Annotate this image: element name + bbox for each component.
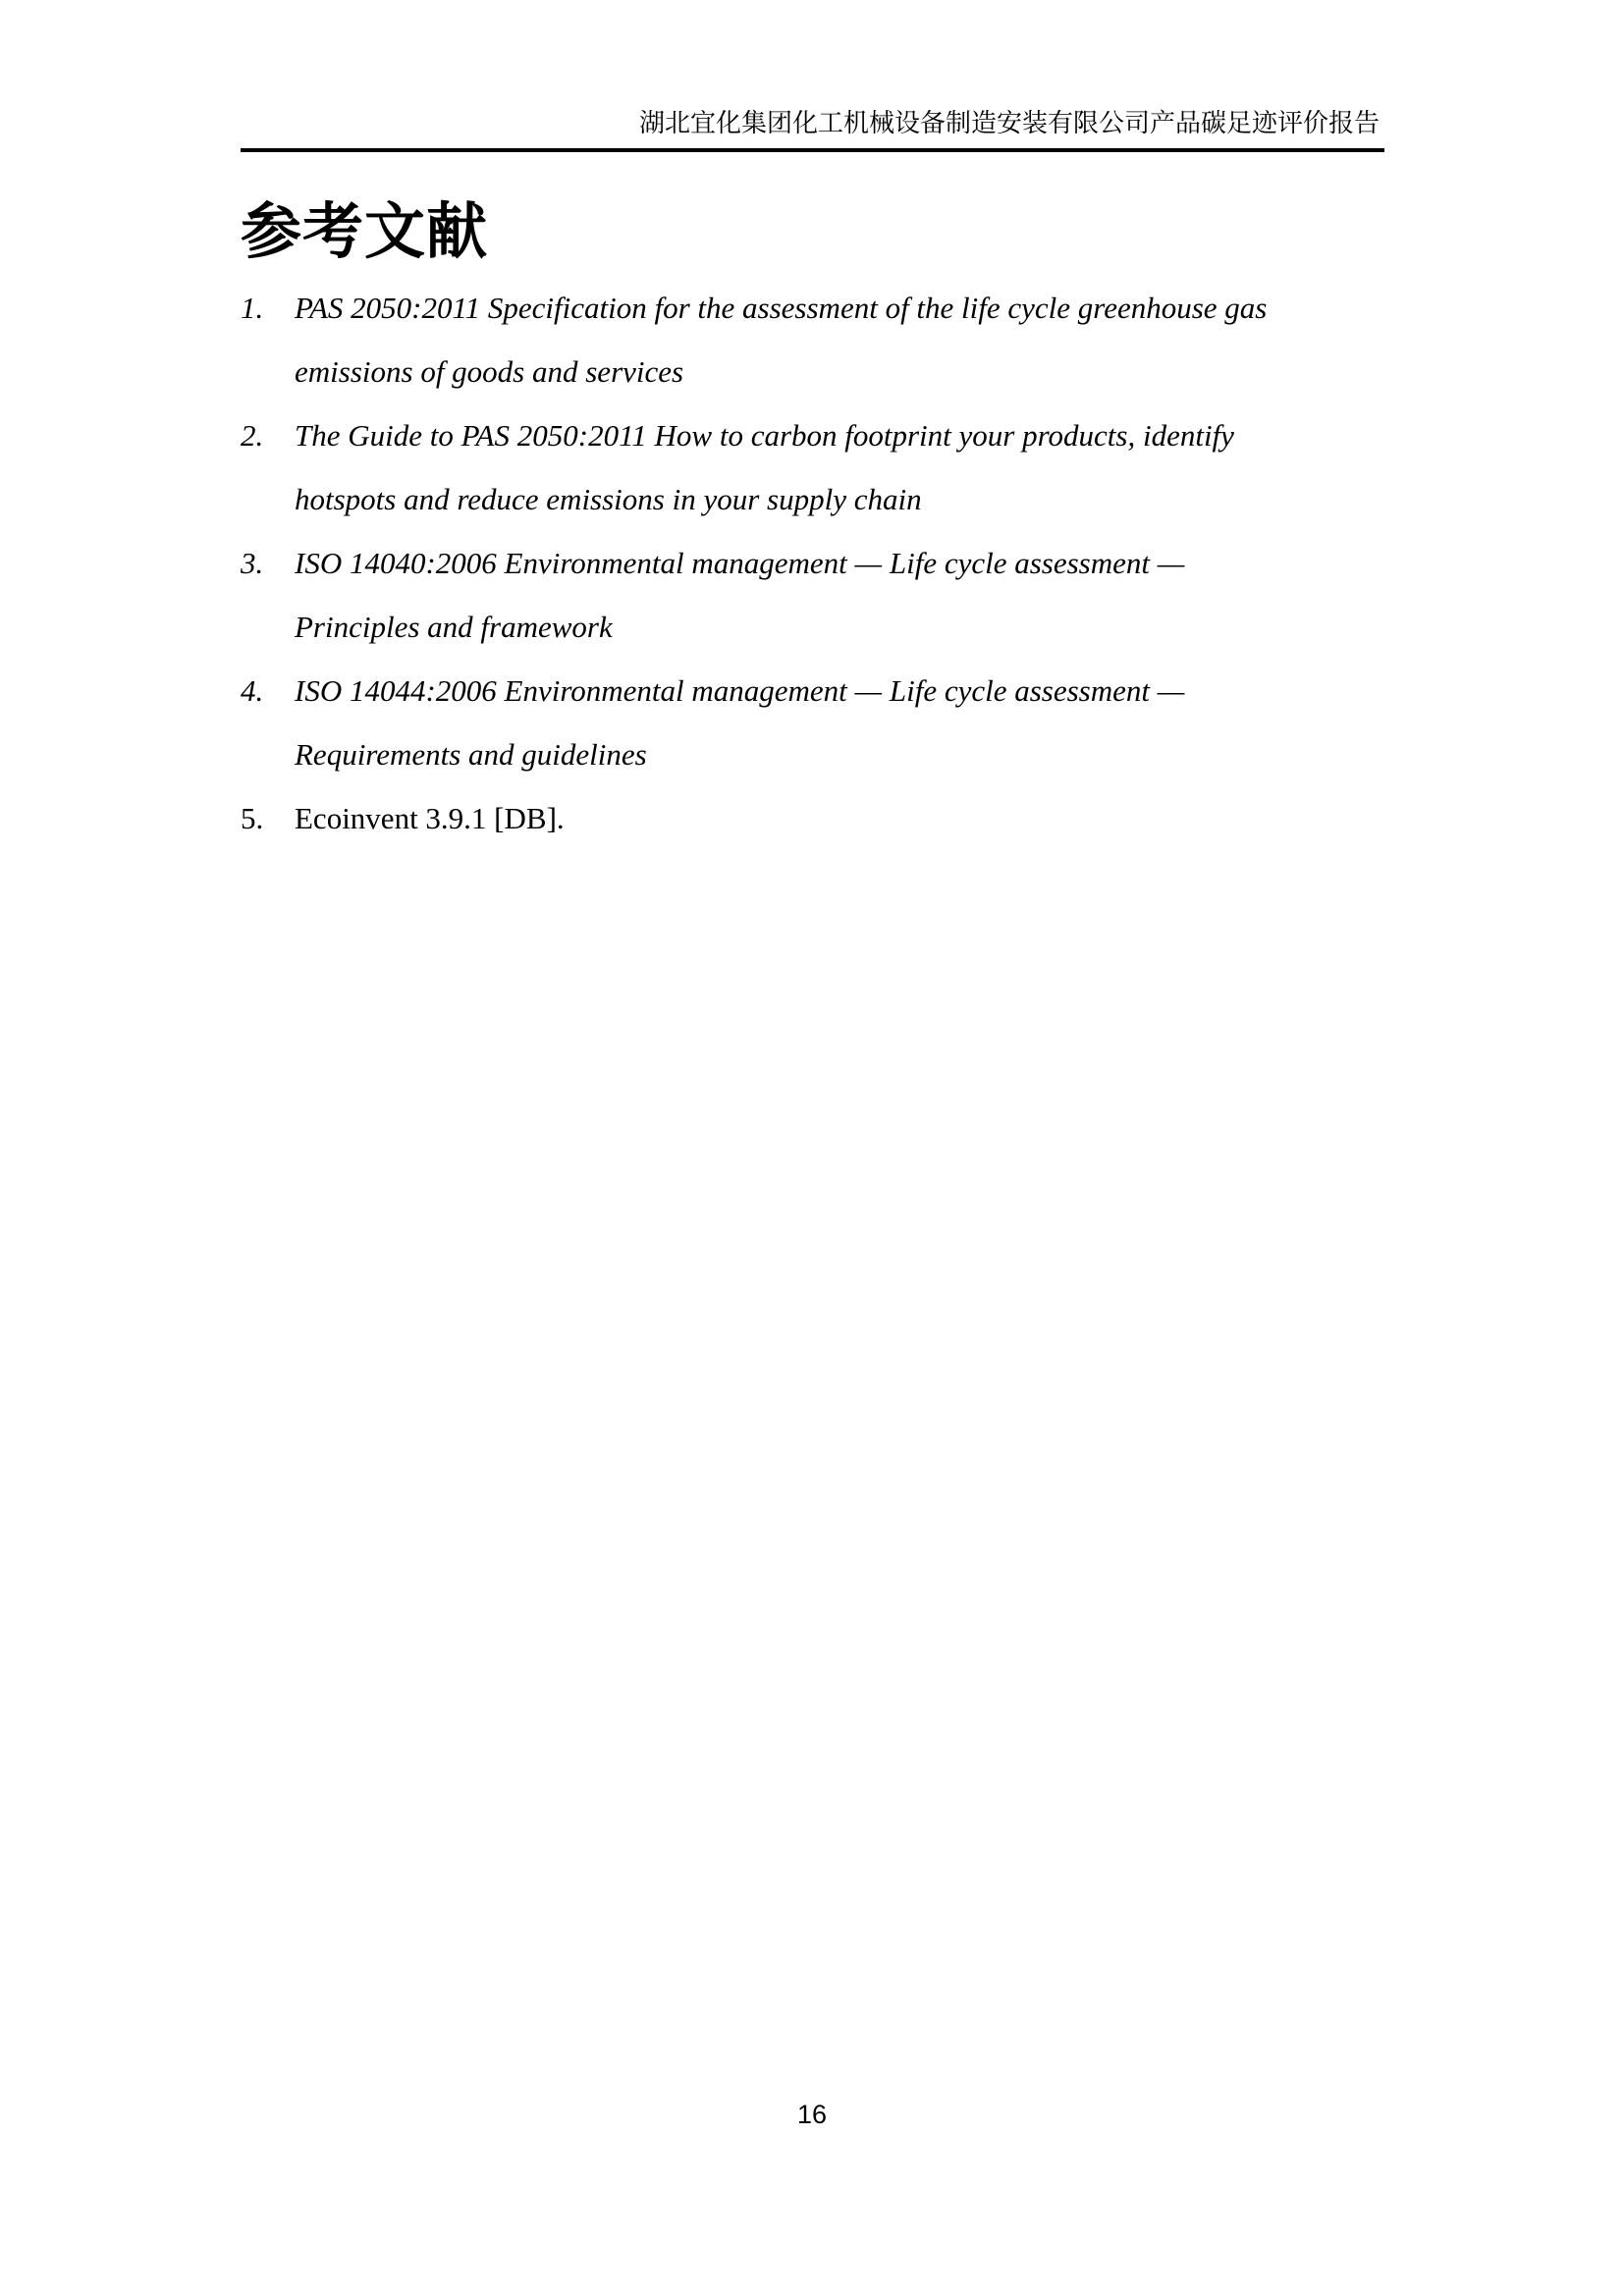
reference-item	[241, 786, 1384, 850]
page-number: 16	[796, 2100, 828, 2129]
reference-line: Requirements and guidelines	[295, 737, 647, 772]
reference-line: The Guide to PAS 2050:2011 How to carbon footprint your products, identify	[295, 418, 1234, 453]
reference-item	[241, 531, 1384, 659]
reference-line: Principles and framework	[295, 610, 613, 644]
reference-line: ISO 14040:2006 Environmental management — Life cycle assessment —	[295, 546, 1185, 580]
reference-number: 1.	[241, 291, 264, 325]
reference-number: 4.	[241, 673, 264, 708]
page-header-title: 湖北宜化集团化工机械设备制造安装有限公司产品碳足迹评价报告	[638, 109, 1380, 137]
section-title: 参考文献	[241, 199, 489, 266]
header-divider-rule	[241, 148, 1384, 152]
reference-line: emissions of goods and services	[295, 354, 684, 389]
reference-item	[241, 403, 1384, 531]
reference-line: hotspots and reduce emissions in your supply chain	[295, 482, 922, 516]
reference-item	[241, 659, 1384, 786]
reference-number: 2.	[241, 418, 264, 453]
reference-line: PAS 2050:2011 Specification for the assessment of the life cycle greenhouse gas	[295, 291, 1268, 325]
reference-line: Ecoinvent 3.9.1 [DB].	[295, 801, 565, 835]
reference-item	[241, 276, 1384, 403]
reference-number: 3.	[241, 546, 264, 580]
reference-line: ISO 14044:2006 Environmental management — Life cycle assessment —	[295, 673, 1185, 708]
reference-list	[241, 276, 1384, 850]
reference-number: 5.	[241, 801, 264, 835]
